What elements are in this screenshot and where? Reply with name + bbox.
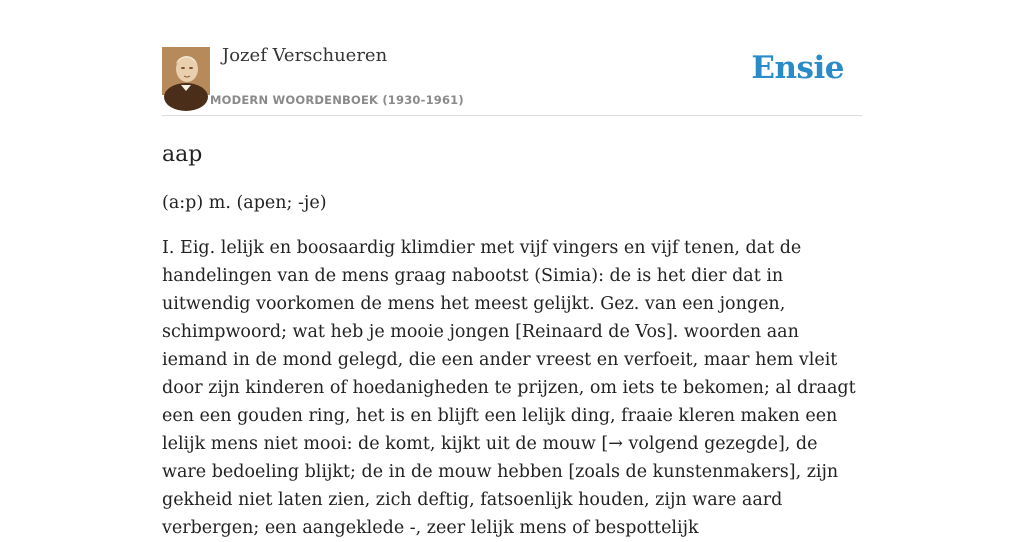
- author-name[interactable]: Jozef Verschueren: [222, 45, 388, 66]
- entry-headword: aap: [162, 142, 203, 167]
- entry-page: [162, 0, 862, 538]
- author-avatar[interactable]: [162, 47, 210, 95]
- source-title[interactable]: MODERN WOORDENBOEK (1930-1961): [210, 93, 464, 107]
- entry-pronunciation: (a:p) m. (apen; -je): [162, 193, 327, 213]
- ensie-logo[interactable]: Ensie: [751, 50, 844, 86]
- entry-definition: I. Eig. lelijk en boosaardig klimdier met vijf vingers en vijf tenen, dat de handelingen van de mens graag nabootst (Simia): de is het dier dat in uitwendig voorkomen de mens het meest gelijkt. Gez. van een jongen, schimpwoord; wat heb je mooie jongen [Reinaard de Vos]. woorden aan iemand in de mond gelegd, die een ander vreest en verfoeit, maar hem vleit door zijn kinderen of hoedanigheden te prijzen, om iets te bekomen; al draagt een een gouden ring, het is en blijft een lelijk ding, fraaie kleren maken een lelijk mens niet mooi: de komt, kijkt uit de mouw [→ volgend gezegde], de ware bedoeling blijkt; de in de mouw hebben [zoals de kunstenmakers], zijn gekheid niet laten zien, zich deftig, fatsoenlijk houden, zijn ware aard verbergen; een aangeklede -, zeer lelijk mens of bespottelijk: [162, 238, 856, 538]
- author-portrait-icon: [162, 47, 210, 95]
- entry-header: [162, 0, 862, 116]
